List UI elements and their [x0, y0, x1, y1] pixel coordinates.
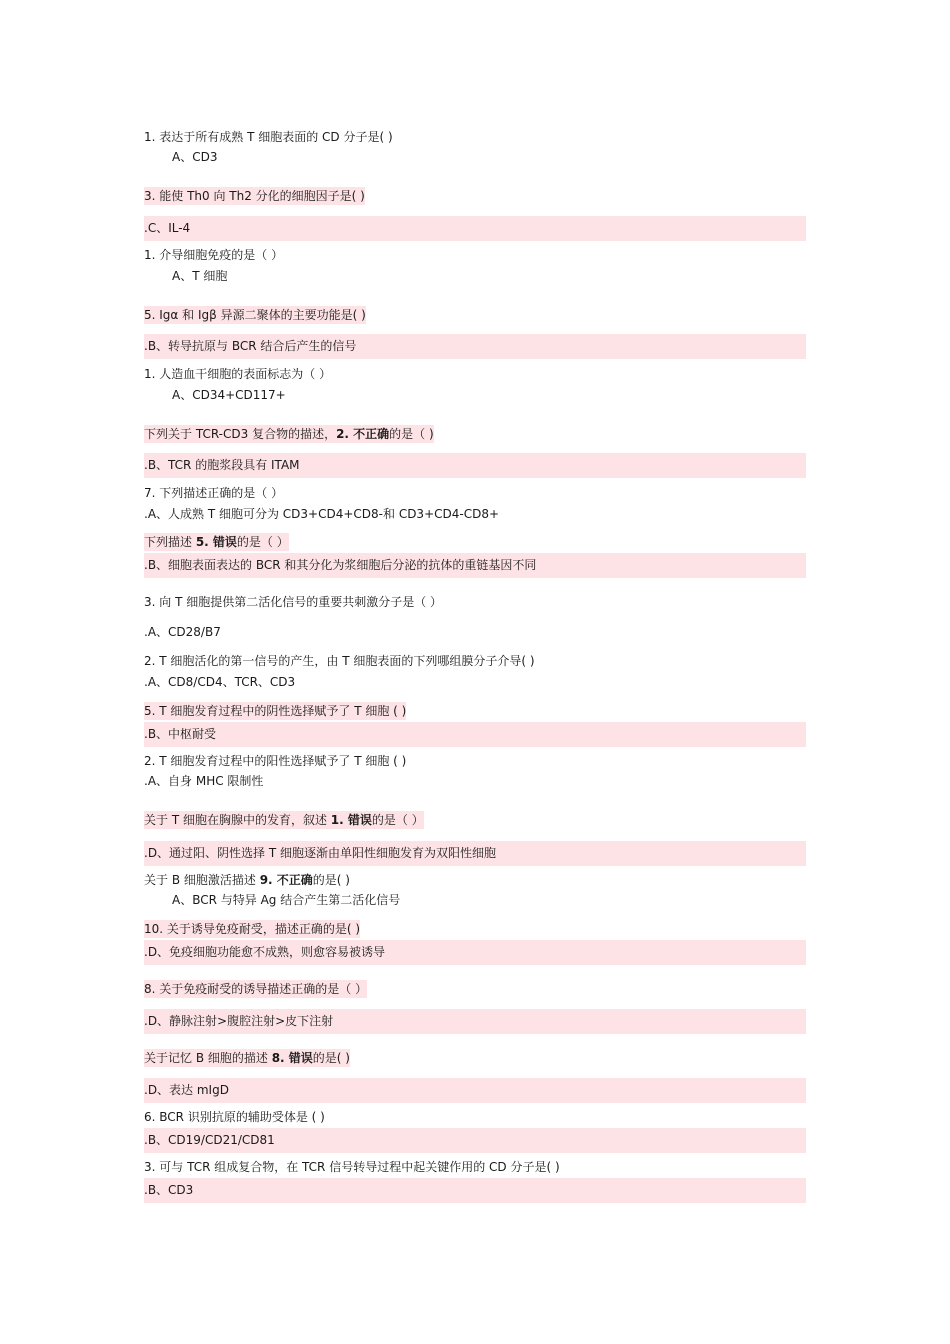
answer-text: A、CD3	[172, 150, 218, 164]
question-text: 10. 关于诱导免疫耐受，描述正确的是( )	[144, 922, 361, 936]
answer-text: .D、静脉注射>腹腔注射>皮下注射	[144, 1009, 806, 1034]
question-text: 1. 人造血干细胞的表面标志为（ ）	[144, 367, 332, 381]
answer-text: .A、自身 MHC 限制性	[144, 774, 264, 788]
question-text: 关于记忆 B 细胞的描述 8. 错误的是( )	[144, 1051, 350, 1065]
answer-text: .B、细胞表面表达的 BCR 和其分化为浆细胞后分泌的抗体的重链基因不同	[144, 553, 806, 578]
answer-text: .D、免疫细胞功能愈不成熟，则愈容易被诱导	[144, 940, 806, 965]
answer-text: .D、通过阳、阴性选择 T 细胞逐渐由单阳性细胞发育为双阳性细胞	[144, 841, 806, 866]
question-text: 7. 下列描述正确的是（ ）	[144, 486, 284, 500]
question-text: 5. T 细胞发育过程中的阴性选择赋予了 T 细胞 ( )	[144, 704, 407, 718]
question-text: 下列描述 5. 错误的是（ ）	[144, 535, 289, 549]
answer-text: .A、人成熟 T 细胞可分为 CD3+CD4+CD8-和 CD3+CD4-CD8+	[144, 507, 500, 521]
answer-text: A、BCR 与特异 Ag 结合产生第二活化信号	[172, 893, 401, 907]
question-text: 3. 可与 TCR 组成复合物，在 TCR 信号转导过程中起关键作用的 CD 分子是( )	[144, 1160, 560, 1174]
question-text: 下列关于 TCR-CD3 复合物的描述，2. 不正确的是（ )	[144, 427, 434, 441]
question-text: 1. 介导细胞免疫的是（ ）	[144, 248, 284, 262]
question-text: 关于 T 细胞在胸腺中的发育，叙述 1. 错误的是（ ）	[144, 813, 424, 827]
question-text: 8. 关于免疫耐受的诱导描述正确的是（ ）	[144, 982, 368, 996]
question-text: 1. 表达于所有成熟 T 细胞表面的 CD 分子是( )	[144, 130, 393, 144]
question-text: 3. 向 T 细胞提供第二活化信号的重要共刺激分子是（ ）	[144, 595, 443, 609]
answer-text: A、T 细胞	[172, 269, 228, 283]
answer-text: .B、CD19/CD21/CD81	[144, 1128, 806, 1153]
question-text: 2. T 细胞发育过程中的阳性选择赋予了 T 细胞 ( )	[144, 754, 407, 768]
answer-text: .B、中枢耐受	[144, 722, 806, 747]
answer-text: .B、转导抗原与 BCR 结合后产生的信号	[144, 334, 806, 359]
question-text: 2. T 细胞活化的第一信号的产生，由 T 细胞表面的下列哪组膜分子介导( )	[144, 654, 535, 668]
answer-text: .A、CD28/B7	[144, 625, 221, 639]
answer-text: .B、TCR 的胞浆段具有 ITAM	[144, 453, 806, 478]
answer-text: .A、CD8/CD4、TCR、CD3	[144, 675, 296, 689]
answer-text: .B、CD3	[144, 1178, 806, 1203]
question-text: 关于 B 细胞激活描述 9. 不正确的是( )	[144, 873, 350, 887]
question-text: 6. BCR 识别抗原的辅助受体是 ( )	[144, 1110, 325, 1124]
question-text: 5. Igα 和 Igβ 异源二聚体的主要功能是( )	[144, 308, 366, 322]
question-text: 3. 能使 Th0 向 Th2 分化的细胞因子是( )	[144, 189, 365, 203]
answer-text: A、CD34+CD117+	[172, 388, 286, 402]
answer-text: .C、IL-4	[144, 216, 806, 241]
answer-text: .D、表达 mIgD	[144, 1078, 806, 1103]
